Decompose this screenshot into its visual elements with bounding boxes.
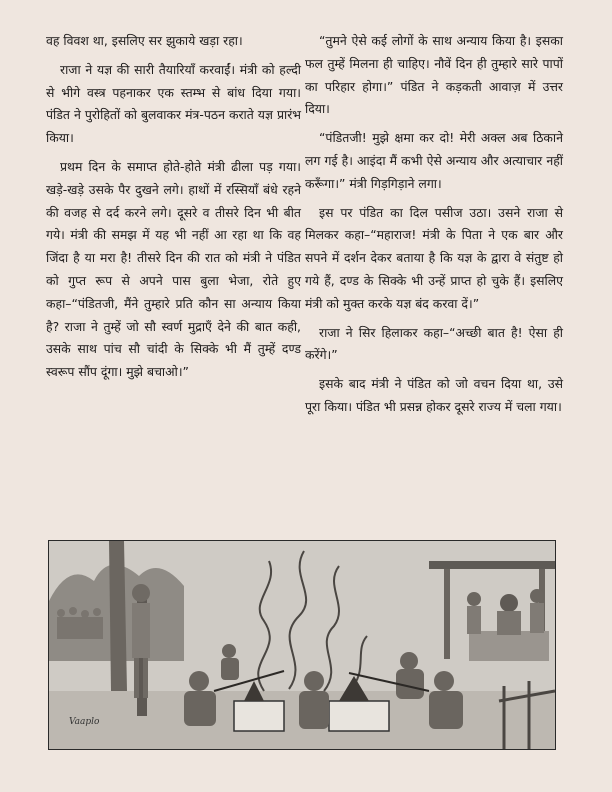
paragraph: इस पर पंडित का दिल पसीज उठा। उसने राजा से मिलकर कहा–“महाराज! मंत्री के पिता ने एक बार और सपने में दर्शन देकर बताया है कि यज्ञ के द्वारा वे संतुष्ट हो गये हैं, दण्ड के सिक्के भी उन्हें प्राप्त हो चुके हैं। इसलिए मंत्री को मुक्त करके यज्ञ बंद करवा दें।” <box>305 204 563 311</box>
text-column-left <box>46 30 301 390</box>
paragraph: “पंडितजी! मुझे क्षमा कर दो! मेरी अक्ल अब ठिकाने लग गई है। आइंदा मैं कभी ऐसे अन्याय और अत्याचार नहीं करूँगा।” मंत्री गिड़गिड़ाने लगा। <box>305 130 563 191</box>
text-column-right <box>305 30 563 425</box>
minister-figure <box>132 584 150 602</box>
paragraph: “तुमने ऐसे कई लोगों के साथ अन्याय किया है। इसका फल तुम्हें मिलना ही चाहिए। नौवें दिन ही तुम्हारे सारे पापों का परिहार होगा।” पंडित ने कड़कती आवाज़ में उत्तर दिया। <box>305 33 563 117</box>
paragraph: राजा ने यज्ञ की सारी तैयारियाँ करवाईं। मंत्री को हल्दी से भीगे वस्त्र पहनाकर एक स्तम्भ से बांध दिया गया। पंडित ने पुरोहितों को बुलवाकर मंत्र-पठन कराते यज्ञ प्रारंभ किया। <box>46 61 301 146</box>
yagna-illustration <box>48 540 556 750</box>
paragraph: प्रथम दिन के समाप्त होते-होते मंत्री ढीला पड़ गया। खड़े-खड़े उसके पैर दुखने लगे। हाथों में रस्सियाँ बंधे रहने की वजह से दर्द करने लगे। दूसरे व तीसरे दिन भी बीत गये। मंत्री की समझ में यह भी नहीं आ रहा था कि वह जिंदा है या मरा है! तीसरे दिन की रात को मंत्री ने पंडित को गुप्त रूप से अपने पास बुला भेजा, रोते हुए कहा–“पंडितजी, मैंने तुम्हारे प्रति कौन सा अन्याय किया है? राजा ने तुम्हें जो सौ स्वर्ण मुद्राएँ देने की बात कही, उसके साथ पांच सौ चांदी के सिक्के भी मैं तुम्हें दण्ड स्वरूप सौंप दूंगा। मुझे बचाओ।” <box>46 158 301 380</box>
paragraph: राजा ने सिर हिलाकर कहा–“अच्छी बात है! ऐसा ही करेंगे।” <box>305 324 563 363</box>
illustration-drawing <box>49 541 555 749</box>
king-figure <box>500 594 518 612</box>
paragraph: इसके बाद मंत्री ने पंडित को जो वचन दिया था, उसे पूरा किया। पंडित भी प्रसन्न होकर दूसरे राज्य में चला गया। <box>305 376 563 414</box>
paragraph: वह विवश था, इसलिए सर झुकाये खड़ा रहा। <box>46 33 243 48</box>
king-platform <box>469 631 549 661</box>
artist-signature: Vaaplo <box>69 717 100 727</box>
